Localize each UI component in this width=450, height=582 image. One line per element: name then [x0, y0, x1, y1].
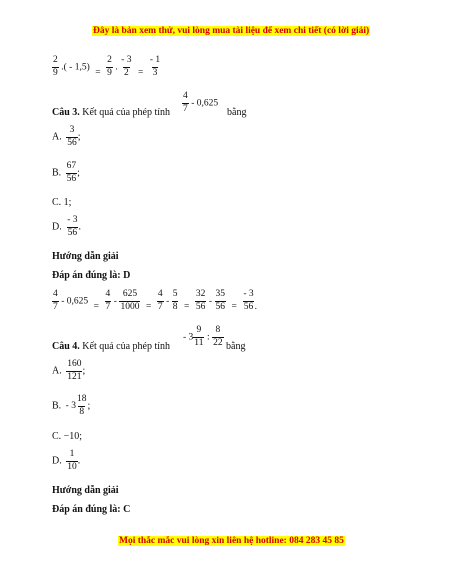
option-d: D. $\frac{1}{10}$ . [52, 449, 81, 472]
math-text: .( - 1,5) [61, 62, 90, 73]
dot-operator: . [115, 62, 118, 73]
question-text: Kết quả của phép tính [82, 341, 171, 352]
option-c: C. 1; [52, 197, 72, 208]
option-a: A. $\frac{3}{56}$ ; [52, 125, 81, 148]
equals-sign: = [138, 68, 144, 79]
question-label: Câu 3. [52, 107, 80, 118]
question-text: Kết quả của phép tính [82, 107, 171, 118]
option-b: B. $\frac{67}{56}$ ; [52, 161, 80, 184]
option-b: B. - 3 $\frac{18}{8}$ ; [52, 394, 91, 417]
question-3-expression: $\frac{4}{7}$ - 0,625 [183, 91, 219, 114]
answer-line: Đáp án đúng là: C [52, 504, 131, 515]
fraction: $\frac{2}{9}$ [53, 55, 58, 78]
option-a: A. $\frac{160}{121}$ ; [52, 359, 86, 382]
fraction: $\frac{- 3}{2}$ [121, 55, 132, 78]
question-label: Câu 4. [52, 341, 80, 352]
question-3-tail: bằng [227, 107, 247, 118]
q3-solution-line: $\frac{4}{7}$ - 0,625 = $\frac{4}{7}$ - $\frac{625}{1000}$ = $\frac{4}{7}$ - $\frac{5}{8}$ = $\frac{32}{56}$ - $\frac{35}{56}$ = $\frac{- 3}{56}$ . [53, 289, 258, 313]
hotline-footer: Mọi thắc mắc vui lòng xin liên hệ hotline: 084 283 45 85 [119, 536, 344, 546]
option-c: C. −10; [52, 431, 83, 442]
guide-heading: Hướng dẫn giải [52, 251, 119, 262]
question-4-text [52, 341, 170, 352]
preview-banner: Đây là bản xem thử, vui lòng mua tài liệu để xem chi tiết (có lời giải) [93, 26, 370, 36]
question-4-expression: - 3 $\frac{9}{11}$ : $\frac{8}{22}$ [183, 325, 223, 348]
question-3-text [52, 107, 170, 118]
fraction: $\frac{- 1}{3}$ [149, 55, 161, 78]
guide-heading: Hướng dẫn giải [52, 485, 119, 496]
fraction: $\frac{2}{9}$ [107, 55, 112, 78]
answer-line: Đáp án đúng là: D [52, 270, 131, 281]
prev-solution-line [52, 56, 161, 78]
question-4-tail: bằng [226, 341, 246, 352]
option-d: D. $\frac{- 3}{56}$ . [52, 215, 82, 238]
equals-sign: = [95, 68, 101, 79]
